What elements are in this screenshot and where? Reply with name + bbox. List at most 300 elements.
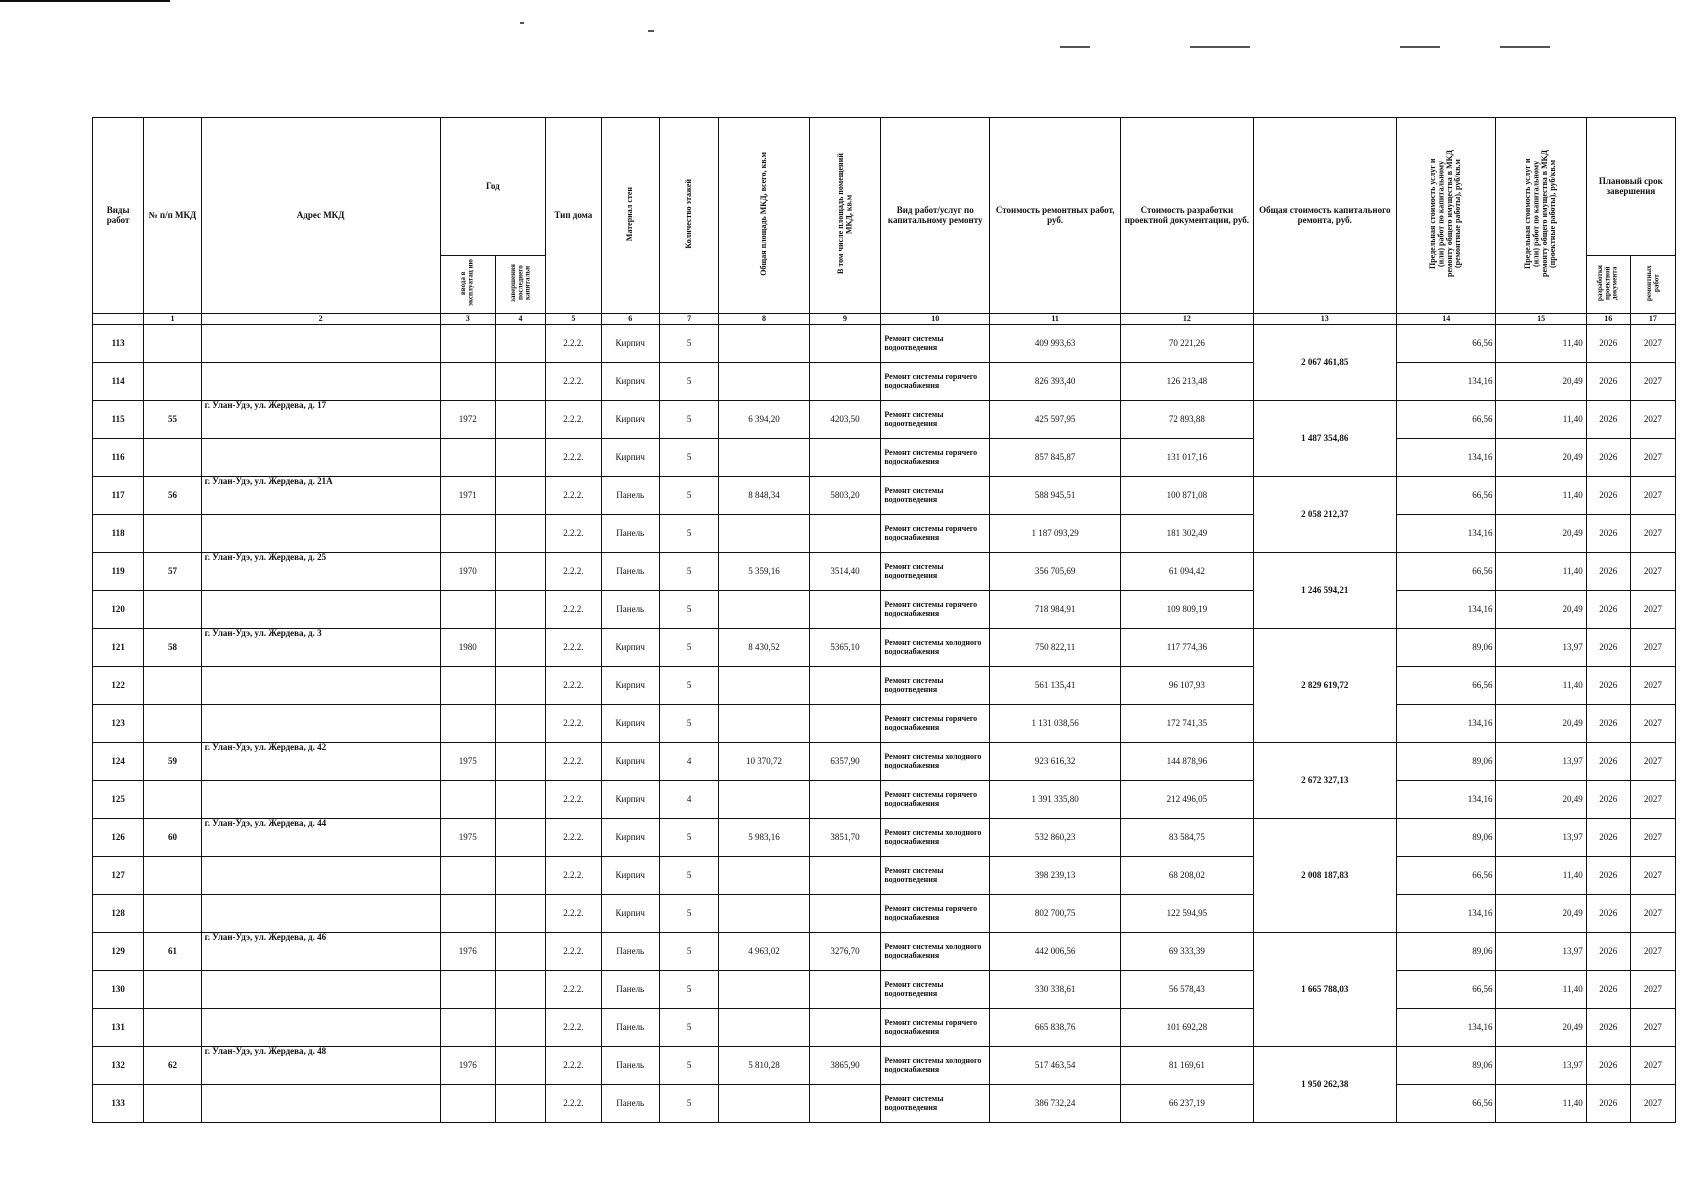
house-type-cell: 2.2.2. bbox=[546, 591, 601, 629]
premises-area-cell bbox=[809, 439, 881, 477]
floors-cell: 5 bbox=[659, 895, 718, 933]
table-row bbox=[93, 1085, 1676, 1123]
work-type-cell: Ремонт системы холодного водоснабжения bbox=[881, 933, 990, 971]
address-cell bbox=[201, 971, 440, 1009]
deadline-repair-cell: 2027 bbox=[1630, 857, 1675, 895]
deadline-repair-cell: 2027 bbox=[1630, 325, 1675, 363]
house-type-cell: 2.2.2. bbox=[546, 705, 601, 743]
year-built-cell: 1975 bbox=[440, 743, 495, 781]
table-row bbox=[93, 515, 1676, 553]
total-cost-cell: 2 008 187,83 bbox=[1253, 819, 1397, 933]
year-repair-cell bbox=[495, 743, 545, 781]
repair-cost-cell: 750 822,11 bbox=[990, 629, 1121, 667]
repair-cost-cell: 826 393,40 bbox=[990, 363, 1121, 401]
scan-speck bbox=[1190, 46, 1250, 48]
deadline-design-cell: 2026 bbox=[1586, 667, 1630, 705]
header-nomer: № п/п МКД bbox=[144, 118, 201, 314]
house-type-cell: 2.2.2. bbox=[546, 743, 601, 781]
address-cell bbox=[201, 895, 440, 933]
design-cost-cell: 131 017,16 bbox=[1121, 439, 1253, 477]
design-cost-cell: 66 237,19 bbox=[1121, 1085, 1253, 1123]
total-cost-cell: 2 829 619,72 bbox=[1253, 629, 1397, 743]
scan-speck bbox=[1060, 46, 1090, 48]
deadline-design-cell: 2026 bbox=[1586, 781, 1630, 819]
repair-cost-cell: 425 597,95 bbox=[990, 401, 1121, 439]
wall-material-cell: Кирпич bbox=[601, 667, 659, 705]
header-stoim-proekt: Стоимость разработки проектной документации, руб. bbox=[1121, 118, 1253, 314]
wall-material-cell: Панель bbox=[601, 477, 659, 515]
repair-cost-cell: 1 391 335,80 bbox=[990, 781, 1121, 819]
header-stoim-rem: Стоимость ремонтных работ, руб. bbox=[990, 118, 1121, 314]
repair-cost-cell: 588 945,51 bbox=[990, 477, 1121, 515]
year-built-cell bbox=[440, 591, 495, 629]
premises-area-cell: 3514,40 bbox=[809, 553, 881, 591]
work-type-cell: Ремонт системы горячего водоснабжения bbox=[881, 705, 990, 743]
address-cell: г. Улан-Удэ, ул. Жердева, д. 44 bbox=[201, 819, 440, 857]
total-area-cell: 10 370,72 bbox=[719, 743, 809, 781]
design-cost-cell: 61 094,42 bbox=[1121, 553, 1253, 591]
mkd-number-cell bbox=[144, 325, 201, 363]
mkd-number-cell bbox=[144, 439, 201, 477]
table-row bbox=[93, 1047, 1676, 1085]
header-row bbox=[93, 118, 1676, 256]
floors-cell: 5 bbox=[659, 325, 718, 363]
address-cell: г. Улан-Удэ, ул. Жердева, д. 46 bbox=[201, 933, 440, 971]
limit-cost-repair-cell: 66,56 bbox=[1397, 857, 1496, 895]
col-number: 9 bbox=[809, 314, 881, 325]
premises-area-cell bbox=[809, 1085, 881, 1123]
limit-cost-design-cell: 11,40 bbox=[1496, 667, 1586, 705]
limit-cost-design-cell: 13,97 bbox=[1496, 819, 1586, 857]
work-type-cell: Ремонт системы горячего водоснабжения bbox=[881, 1009, 990, 1047]
work-type-cell: Ремонт системы водоотведения bbox=[881, 1085, 990, 1123]
total-area-cell bbox=[719, 515, 809, 553]
limit-cost-design-cell: 13,97 bbox=[1496, 743, 1586, 781]
floors-cell: 5 bbox=[659, 477, 718, 515]
deadline-design-cell: 2026 bbox=[1586, 629, 1630, 667]
header-srok: Плановый срок завершения bbox=[1586, 118, 1675, 256]
deadline-repair-cell: 2027 bbox=[1630, 363, 1675, 401]
design-cost-cell: 144 878,96 bbox=[1121, 743, 1253, 781]
address-cell: г. Улан-Удэ, ул. Жердева, д. 17 bbox=[201, 401, 440, 439]
year-built-cell bbox=[440, 895, 495, 933]
design-cost-cell: 117 774,36 bbox=[1121, 629, 1253, 667]
column-number-row bbox=[93, 314, 1676, 325]
limit-cost-repair-cell: 134,16 bbox=[1397, 439, 1496, 477]
work-type-cell: Ремонт системы водоотведения bbox=[881, 325, 990, 363]
total-area-cell: 5 810,28 bbox=[719, 1047, 809, 1085]
repair-cost-cell: 330 338,61 bbox=[990, 971, 1121, 1009]
year-built-cell: 1971 bbox=[440, 477, 495, 515]
scan-speck bbox=[1500, 46, 1550, 48]
total-area-cell: 8 848,34 bbox=[719, 477, 809, 515]
design-cost-cell: 56 578,43 bbox=[1121, 971, 1253, 1009]
header-god-vvod: ввода в эксплуатац ию bbox=[440, 256, 495, 314]
premises-area-cell bbox=[809, 705, 881, 743]
design-cost-cell: 83 584,75 bbox=[1121, 819, 1253, 857]
floors-cell: 5 bbox=[659, 933, 718, 971]
table-row bbox=[93, 895, 1676, 933]
address-cell bbox=[201, 439, 440, 477]
col-number: 12 bbox=[1121, 314, 1253, 325]
total-area-cell bbox=[719, 591, 809, 629]
wall-material-cell: Панель bbox=[601, 933, 659, 971]
work-type-cell: Ремонт системы горячего водоснабжения bbox=[881, 363, 990, 401]
floors-cell: 5 bbox=[659, 971, 718, 1009]
deadline-repair-cell: 2027 bbox=[1630, 477, 1675, 515]
table-row bbox=[93, 819, 1676, 857]
deadline-design-cell: 2026 bbox=[1586, 401, 1630, 439]
mkd-number-cell bbox=[144, 971, 201, 1009]
repair-cost-cell: 532 860,23 bbox=[990, 819, 1121, 857]
work-type-cell: Ремонт системы водоотведения bbox=[881, 857, 990, 895]
limit-cost-design-cell: 11,40 bbox=[1496, 477, 1586, 515]
total-cost-cell: 1 487 354,86 bbox=[1253, 401, 1397, 477]
table-row bbox=[93, 629, 1676, 667]
col-number: 1 bbox=[144, 314, 201, 325]
address-cell bbox=[201, 591, 440, 629]
limit-cost-design-cell: 13,97 bbox=[1496, 1047, 1586, 1085]
col-number: 5 bbox=[546, 314, 601, 325]
limit-cost-repair-cell: 134,16 bbox=[1397, 1009, 1496, 1047]
year-repair-cell bbox=[495, 895, 545, 933]
house-type-cell: 2.2.2. bbox=[546, 325, 601, 363]
table-row bbox=[93, 363, 1676, 401]
table-row bbox=[93, 1009, 1676, 1047]
limit-cost-repair-cell: 89,06 bbox=[1397, 629, 1496, 667]
deadline-design-cell: 2026 bbox=[1586, 477, 1630, 515]
limit-cost-design-cell: 20,49 bbox=[1496, 705, 1586, 743]
year-repair-cell bbox=[495, 401, 545, 439]
limit-cost-design-cell: 13,97 bbox=[1496, 629, 1586, 667]
mkd-number-cell bbox=[144, 857, 201, 895]
limit-cost-design-cell: 11,40 bbox=[1496, 1085, 1586, 1123]
premises-area-cell: 3276,70 bbox=[809, 933, 881, 971]
deadline-design-cell: 2026 bbox=[1586, 1047, 1630, 1085]
total-cost-cell: 1 246 594,21 bbox=[1253, 553, 1397, 629]
wall-material-cell: Кирпич bbox=[601, 781, 659, 819]
wall-material-cell: Панель bbox=[601, 591, 659, 629]
year-built-cell: 1976 bbox=[440, 933, 495, 971]
deadline-design-cell: 2026 bbox=[1586, 591, 1630, 629]
year-repair-cell bbox=[495, 857, 545, 895]
total-area-cell bbox=[719, 857, 809, 895]
header-srok-rem: ремонтных работ bbox=[1630, 256, 1675, 314]
year-repair-cell bbox=[495, 591, 545, 629]
mkd-number-cell: 59 bbox=[144, 743, 201, 781]
limit-cost-repair-cell: 66,56 bbox=[1397, 325, 1496, 363]
year-built-cell bbox=[440, 325, 495, 363]
address-cell: г. Улан-Удэ, ул. Жердева, д. 25 bbox=[201, 553, 440, 591]
deadline-repair-cell: 2027 bbox=[1630, 667, 1675, 705]
address-cell bbox=[201, 667, 440, 705]
table-row bbox=[93, 439, 1676, 477]
address-cell bbox=[201, 515, 440, 553]
deadline-design-cell: 2026 bbox=[1586, 895, 1630, 933]
header-adres: Адрес МКД bbox=[201, 118, 440, 314]
total-cost-cell: 1 665 788,03 bbox=[1253, 933, 1397, 1047]
repair-cost-cell: 386 732,24 bbox=[990, 1085, 1121, 1123]
mkd-number-cell bbox=[144, 591, 201, 629]
house-type-cell: 2.2.2. bbox=[546, 819, 601, 857]
premises-area-cell bbox=[809, 895, 881, 933]
row-number-cell: 119 bbox=[93, 553, 144, 591]
header-pred2: Предельная стоимость услуг и (или) работ по капитальному ремонту общего имущества в МКД (проектные работы), руб/кв.м bbox=[1496, 118, 1586, 314]
total-area-cell: 8 430,52 bbox=[719, 629, 809, 667]
row-number-cell: 115 bbox=[93, 401, 144, 439]
house-type-cell: 2.2.2. bbox=[546, 401, 601, 439]
total-area-cell bbox=[719, 439, 809, 477]
work-type-cell: Ремонт системы горячего водоснабжения bbox=[881, 591, 990, 629]
premises-area-cell: 5365,10 bbox=[809, 629, 881, 667]
col-number: 14 bbox=[1397, 314, 1496, 325]
premises-area-cell bbox=[809, 857, 881, 895]
header-ploshad-pom: В том числе площадь помещений МКД, кв.м bbox=[809, 118, 881, 314]
mkd-number-cell: 58 bbox=[144, 629, 201, 667]
year-built-cell: 1970 bbox=[440, 553, 495, 591]
repair-cost-cell: 409 993,63 bbox=[990, 325, 1121, 363]
total-area-cell bbox=[719, 705, 809, 743]
limit-cost-design-cell: 11,40 bbox=[1496, 857, 1586, 895]
deadline-repair-cell: 2027 bbox=[1630, 439, 1675, 477]
header-pred1: Предельная стоимость услуг и (или) работ по капитальному ремонту общего имущества в МКД (ремонтные работы), руб/кв.м bbox=[1397, 118, 1496, 314]
year-repair-cell bbox=[495, 515, 545, 553]
address-cell bbox=[201, 1009, 440, 1047]
col-number: 7 bbox=[659, 314, 718, 325]
address-cell bbox=[201, 705, 440, 743]
total-cost-cell: 2 672 327,13 bbox=[1253, 743, 1397, 819]
repair-cost-cell: 923 616,32 bbox=[990, 743, 1121, 781]
row-number-cell: 125 bbox=[93, 781, 144, 819]
house-type-cell: 2.2.2. bbox=[546, 971, 601, 1009]
row-number-cell: 116 bbox=[93, 439, 144, 477]
limit-cost-repair-cell: 134,16 bbox=[1397, 705, 1496, 743]
premises-area-cell bbox=[809, 363, 881, 401]
table-row bbox=[93, 705, 1676, 743]
house-type-cell: 2.2.2. bbox=[546, 515, 601, 553]
house-type-cell: 2.2.2. bbox=[546, 629, 601, 667]
mkd-number-cell: 60 bbox=[144, 819, 201, 857]
work-type-cell: Ремонт системы водоотведения bbox=[881, 553, 990, 591]
deadline-repair-cell: 2027 bbox=[1630, 705, 1675, 743]
premises-area-cell bbox=[809, 591, 881, 629]
work-type-cell: Ремонт системы горячего водоснабжения bbox=[881, 781, 990, 819]
row-number-cell: 133 bbox=[93, 1085, 144, 1123]
year-built-cell: 1975 bbox=[440, 819, 495, 857]
year-built-cell bbox=[440, 439, 495, 477]
col-number-empty bbox=[93, 314, 144, 325]
total-area-cell bbox=[719, 1009, 809, 1047]
premises-area-cell bbox=[809, 1009, 881, 1047]
deadline-repair-cell: 2027 bbox=[1630, 743, 1675, 781]
address-cell: г. Улан-Удэ, ул. Жердева, д. 42 bbox=[201, 743, 440, 781]
address-cell: г. Улан-Удэ, ул. Жердева, д. 3 bbox=[201, 629, 440, 667]
premises-area-cell bbox=[809, 515, 881, 553]
year-built-cell bbox=[440, 667, 495, 705]
floors-cell: 4 bbox=[659, 743, 718, 781]
document-sheet bbox=[92, 117, 1676, 1123]
limit-cost-repair-cell: 66,56 bbox=[1397, 667, 1496, 705]
design-cost-cell: 109 809,19 bbox=[1121, 591, 1253, 629]
total-area-cell bbox=[719, 363, 809, 401]
repair-cost-cell: 1 187 093,29 bbox=[990, 515, 1121, 553]
limit-cost-repair-cell: 134,16 bbox=[1397, 781, 1496, 819]
deadline-design-cell: 2026 bbox=[1586, 439, 1630, 477]
wall-material-cell: Кирпич bbox=[601, 439, 659, 477]
year-built-cell bbox=[440, 1085, 495, 1123]
wall-material-cell: Панель bbox=[601, 971, 659, 1009]
total-cost-cell: 2 067 461,85 bbox=[1253, 325, 1397, 401]
year-built-cell bbox=[440, 971, 495, 1009]
limit-cost-design-cell: 20,49 bbox=[1496, 591, 1586, 629]
wall-material-cell: Кирпич bbox=[601, 895, 659, 933]
wall-material-cell: Панель bbox=[601, 515, 659, 553]
year-built-cell bbox=[440, 515, 495, 553]
house-type-cell: 2.2.2. bbox=[546, 1009, 601, 1047]
repair-cost-cell: 802 700,75 bbox=[990, 895, 1121, 933]
premises-area-cell: 5803,20 bbox=[809, 477, 881, 515]
work-type-cell: Ремонт системы холодного водоснабжения bbox=[881, 629, 990, 667]
header-vid: Виды работ bbox=[93, 118, 144, 314]
row-number-cell: 124 bbox=[93, 743, 144, 781]
mkd-number-cell bbox=[144, 1009, 201, 1047]
limit-cost-repair-cell: 134,16 bbox=[1397, 363, 1496, 401]
deadline-repair-cell: 2027 bbox=[1630, 515, 1675, 553]
mkd-number-cell bbox=[144, 705, 201, 743]
year-built-cell bbox=[440, 1009, 495, 1047]
limit-cost-design-cell: 11,40 bbox=[1496, 401, 1586, 439]
col-number: 2 bbox=[201, 314, 440, 325]
year-repair-cell bbox=[495, 933, 545, 971]
floors-cell: 5 bbox=[659, 1047, 718, 1085]
table-row bbox=[93, 553, 1676, 591]
wall-material-cell: Панель bbox=[601, 1009, 659, 1047]
wall-material-cell: Панель bbox=[601, 1047, 659, 1085]
design-cost-cell: 96 107,93 bbox=[1121, 667, 1253, 705]
deadline-repair-cell: 2027 bbox=[1630, 895, 1675, 933]
wall-material-cell: Кирпич bbox=[601, 857, 659, 895]
year-repair-cell bbox=[495, 971, 545, 1009]
wall-material-cell: Кирпич bbox=[601, 705, 659, 743]
design-cost-cell: 172 741,35 bbox=[1121, 705, 1253, 743]
year-repair-cell bbox=[495, 1047, 545, 1085]
limit-cost-repair-cell: 89,06 bbox=[1397, 1047, 1496, 1085]
limit-cost-repair-cell: 66,56 bbox=[1397, 971, 1496, 1009]
design-cost-cell: 70 221,26 bbox=[1121, 325, 1253, 363]
premises-area-cell bbox=[809, 971, 881, 1009]
deadline-design-cell: 2026 bbox=[1586, 743, 1630, 781]
deadline-design-cell: 2026 bbox=[1586, 325, 1630, 363]
scan-speck bbox=[648, 30, 654, 32]
floors-cell: 5 bbox=[659, 439, 718, 477]
house-type-cell: 2.2.2. bbox=[546, 477, 601, 515]
header-obshaya: Общая стоимость капитального ремонта, руб. bbox=[1253, 118, 1397, 314]
deadline-repair-cell: 2027 bbox=[1630, 933, 1675, 971]
floors-cell: 5 bbox=[659, 401, 718, 439]
row-number-cell: 127 bbox=[93, 857, 144, 895]
limit-cost-design-cell: 20,49 bbox=[1496, 439, 1586, 477]
mkd-number-cell: 56 bbox=[144, 477, 201, 515]
year-built-cell: 1976 bbox=[440, 1047, 495, 1085]
wall-material-cell: Кирпич bbox=[601, 819, 659, 857]
deadline-repair-cell: 2027 bbox=[1630, 401, 1675, 439]
design-cost-cell: 126 213,48 bbox=[1121, 363, 1253, 401]
limit-cost-repair-cell: 134,16 bbox=[1397, 895, 1496, 933]
limit-cost-design-cell: 11,40 bbox=[1496, 325, 1586, 363]
work-type-cell: Ремонт системы водоотведения bbox=[881, 971, 990, 1009]
year-built-cell bbox=[440, 363, 495, 401]
repair-cost-cell: 398 239,13 bbox=[990, 857, 1121, 895]
work-type-cell: Ремонт системы водоотведения bbox=[881, 477, 990, 515]
limit-cost-repair-cell: 134,16 bbox=[1397, 515, 1496, 553]
design-cost-cell: 212 496,05 bbox=[1121, 781, 1253, 819]
table-row bbox=[93, 857, 1676, 895]
wall-material-cell: Кирпич bbox=[601, 629, 659, 667]
year-built-cell: 1972 bbox=[440, 401, 495, 439]
house-type-cell: 2.2.2. bbox=[546, 781, 601, 819]
repair-cost-cell: 517 463,54 bbox=[990, 1047, 1121, 1085]
wall-material-cell: Панель bbox=[601, 1085, 659, 1123]
header-ploshad: Общая площадь МКД, всего, кв.м bbox=[719, 118, 809, 314]
header-srok-proekt: разработки проектной документа bbox=[1586, 256, 1630, 314]
row-number-cell: 122 bbox=[93, 667, 144, 705]
total-area-cell: 5 359,16 bbox=[719, 553, 809, 591]
year-built-cell bbox=[440, 705, 495, 743]
row-number-cell: 120 bbox=[93, 591, 144, 629]
deadline-design-cell: 2026 bbox=[1586, 705, 1630, 743]
floors-cell: 5 bbox=[659, 819, 718, 857]
col-number: 3 bbox=[440, 314, 495, 325]
total-area-cell: 6 394,20 bbox=[719, 401, 809, 439]
deadline-design-cell: 2026 bbox=[1586, 515, 1630, 553]
limit-cost-repair-cell: 66,56 bbox=[1397, 401, 1496, 439]
year-repair-cell bbox=[495, 819, 545, 857]
wall-material-cell: Кирпич bbox=[601, 325, 659, 363]
house-type-cell: 2.2.2. bbox=[546, 363, 601, 401]
table-row bbox=[93, 781, 1676, 819]
total-area-cell: 4 963,02 bbox=[719, 933, 809, 971]
col-number: 15 bbox=[1496, 314, 1586, 325]
address-cell bbox=[201, 1085, 440, 1123]
deadline-design-cell: 2026 bbox=[1586, 553, 1630, 591]
limit-cost-design-cell: 11,40 bbox=[1496, 553, 1586, 591]
total-area-cell bbox=[719, 781, 809, 819]
total-area-cell bbox=[719, 895, 809, 933]
table-row bbox=[93, 971, 1676, 1009]
year-repair-cell bbox=[495, 477, 545, 515]
total-cost-cell: 2 058 212,37 bbox=[1253, 477, 1397, 553]
total-area-cell bbox=[719, 1085, 809, 1123]
limit-cost-design-cell: 20,49 bbox=[1496, 1009, 1586, 1047]
mkd-number-cell bbox=[144, 515, 201, 553]
col-number: 6 bbox=[601, 314, 659, 325]
design-cost-cell: 69 333,39 bbox=[1121, 933, 1253, 971]
deadline-repair-cell: 2027 bbox=[1630, 1009, 1675, 1047]
design-cost-cell: 122 594,95 bbox=[1121, 895, 1253, 933]
limit-cost-design-cell: 20,49 bbox=[1496, 895, 1586, 933]
wall-material-cell: Панель bbox=[601, 553, 659, 591]
year-repair-cell bbox=[495, 705, 545, 743]
mkd-number-cell: 61 bbox=[144, 933, 201, 971]
address-cell: г. Улан-Удэ, ул. Жердева, д. 48 bbox=[201, 1047, 440, 1085]
limit-cost-repair-cell: 66,56 bbox=[1397, 1085, 1496, 1123]
deadline-design-cell: 2026 bbox=[1586, 1009, 1630, 1047]
year-repair-cell bbox=[495, 553, 545, 591]
table-row bbox=[93, 325, 1676, 363]
work-type-cell: Ремонт системы холодного водоснабжения bbox=[881, 743, 990, 781]
work-type-cell: Ремонт системы холодного водоснабжения bbox=[881, 819, 990, 857]
header-vid-rabot: Вид работ/услуг по капитальному ремонту bbox=[881, 118, 990, 314]
